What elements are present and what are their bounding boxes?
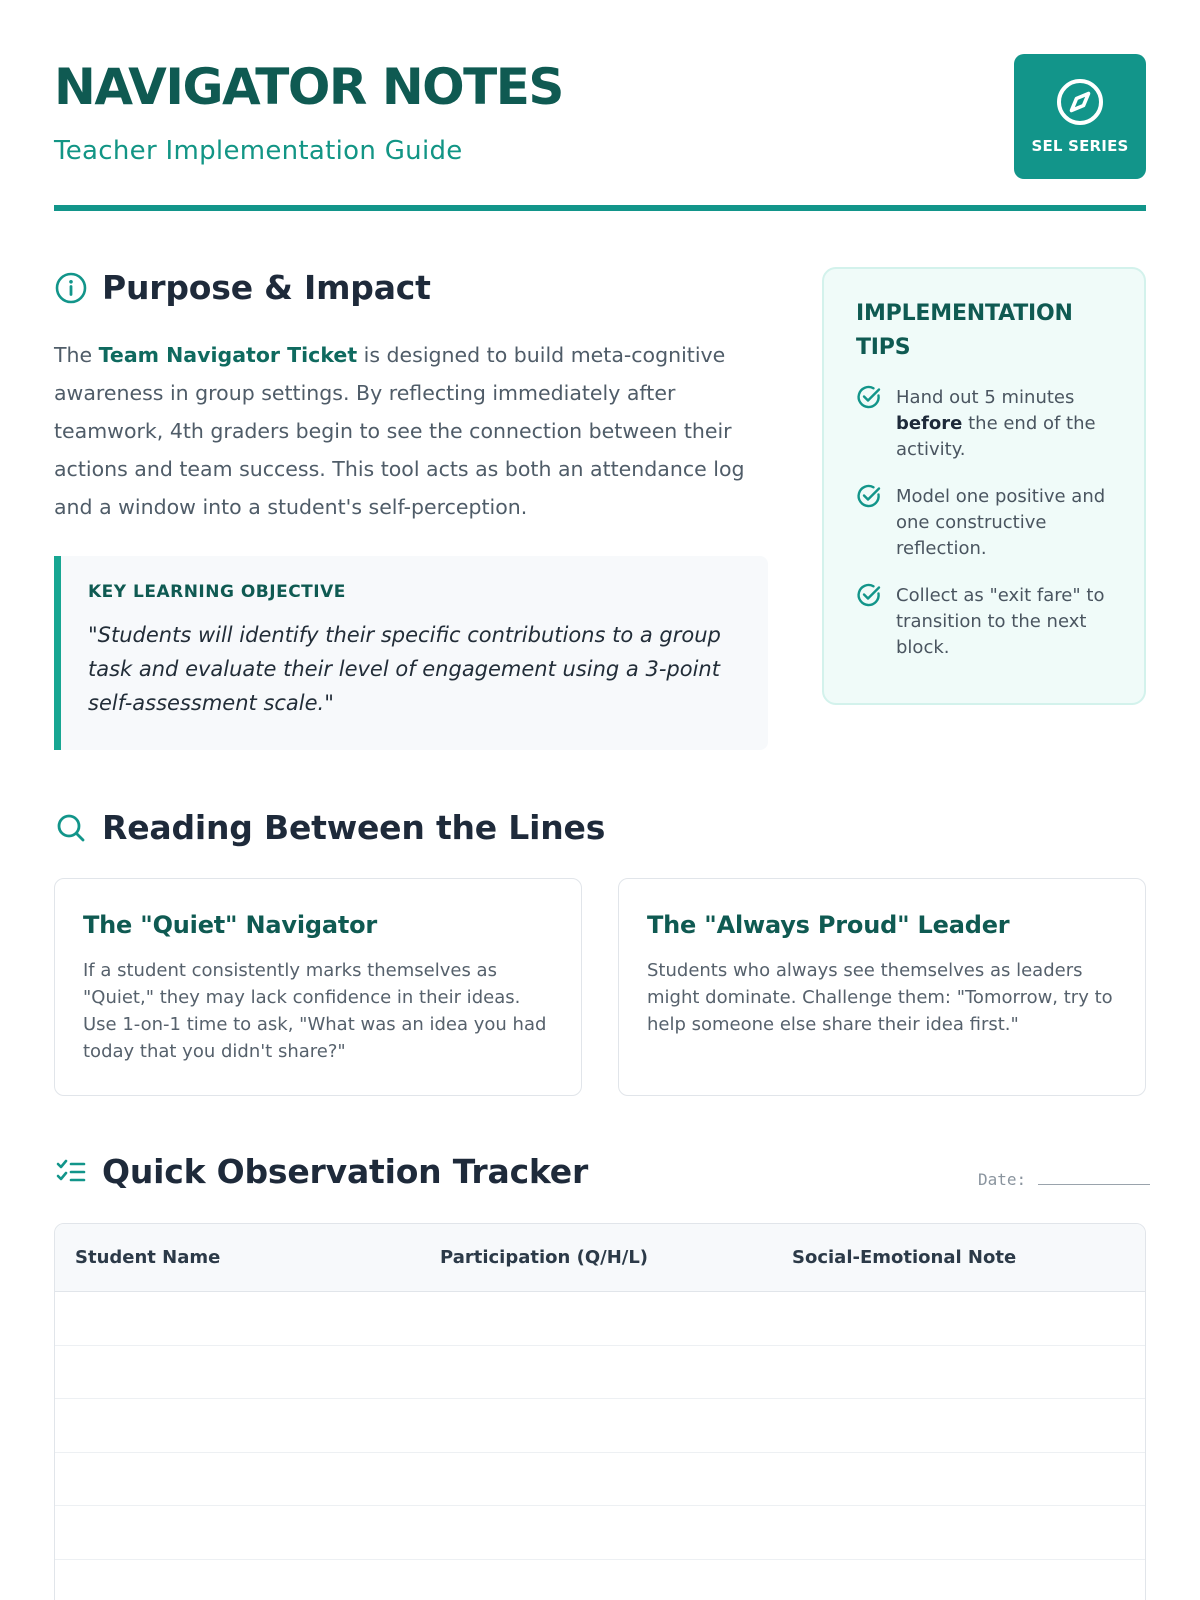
table-header — [55, 1224, 1145, 1292]
tracker-section-heading — [54, 1152, 588, 1191]
purpose-heading: Purpose & Impact — [102, 268, 431, 307]
card-text: Students who always see themselves as leaders might dominate. Challenge them: "Tomorrow, try to help someone else share their idea first." — [647, 960, 1113, 1035]
tip-text: Model one positive and one constructive reflection. — [896, 486, 1106, 559]
check-circle-icon — [856, 582, 882, 608]
badge-label: SEL SERIES — [1031, 137, 1129, 155]
date-field[interactable] — [978, 1170, 1150, 1189]
table-row[interactable] — [55, 1399, 1145, 1453]
purpose-intro — [54, 336, 764, 526]
tips-list — [856, 385, 1112, 661]
intro-highlight: Team Navigator Ticket — [98, 343, 358, 367]
table-row[interactable] — [55, 1453, 1145, 1507]
column-header-participation: Participation (Q/H/L) — [440, 1247, 649, 1268]
table-row[interactable] — [55, 1506, 1145, 1560]
table-row[interactable] — [55, 1346, 1145, 1400]
tip-text: Hand out 5 minutes before the end of the activity. — [896, 387, 1096, 460]
table-row[interactable] — [55, 1560, 1145, 1600]
tips-heading: IMPLEMENTATION TIPS — [856, 301, 1073, 360]
reading-heading: Reading Between the Lines — [102, 808, 606, 847]
card-text: If a student consistently marks themselves as "Quiet," they may lack confidence in their ideas. Use 1-on-1 time to ask, "What was an idea you had today that you didn't share?" — [83, 960, 547, 1062]
table-row[interactable] — [55, 1292, 1145, 1346]
page-header — [54, 52, 1146, 212]
purpose-section-heading — [54, 268, 431, 307]
check-circle-icon — [856, 384, 882, 410]
column-header-social-emotional-note: Social-Emotional Note — [792, 1247, 1017, 1268]
date-label: Date: — [978, 1170, 1027, 1189]
quiet-navigator-card — [54, 878, 582, 1096]
reading-section-heading — [54, 808, 605, 847]
card-title: The "Always Proud" Leader — [647, 911, 1010, 939]
objective-label: KEY LEARNING OBJECTIVE — [88, 582, 346, 602]
info-icon — [54, 271, 88, 305]
tip-text: Collect as "exit fare" to transition to the next block. — [896, 585, 1105, 658]
observation-table — [54, 1223, 1146, 1600]
column-header-student-name: Student Name — [75, 1247, 221, 1268]
always-proud-leader-card — [618, 878, 1146, 1096]
tip-item — [856, 583, 1112, 661]
learning-objective-callout — [54, 556, 768, 750]
search-icon — [54, 811, 88, 845]
tip-item — [856, 385, 1112, 463]
card-title: The "Quiet" Navigator — [83, 911, 378, 939]
intro-text-start: The — [54, 343, 99, 367]
tracker-heading: Quick Observation Tracker — [102, 1152, 589, 1191]
implementation-tips-panel — [822, 267, 1146, 705]
objective-text: "Students will identify their specific contributions to a group task and evaluate their level of engagement using a 3-point self-assessment scale." — [88, 623, 721, 715]
compass-icon — [1055, 77, 1105, 127]
page-subtitle: Teacher Implementation Guide — [54, 136, 463, 166]
intro-text-rest: is designed to build meta-cognitive awareness in group settings. By reflecting immediately after teamwork, 4th graders begin to see the connection between their actions and team success. This tool acts as both an attendance log and a window into a student's self-perception. — [54, 343, 745, 519]
checklist-icon — [54, 1155, 88, 1189]
tip-item — [856, 484, 1112, 562]
page-title: NAVIGATOR NOTES — [54, 58, 563, 116]
header-divider — [54, 205, 1146, 211]
check-circle-icon — [856, 483, 882, 509]
date-blank-line[interactable] — [1038, 1184, 1150, 1185]
sel-series-badge — [1014, 54, 1146, 179]
